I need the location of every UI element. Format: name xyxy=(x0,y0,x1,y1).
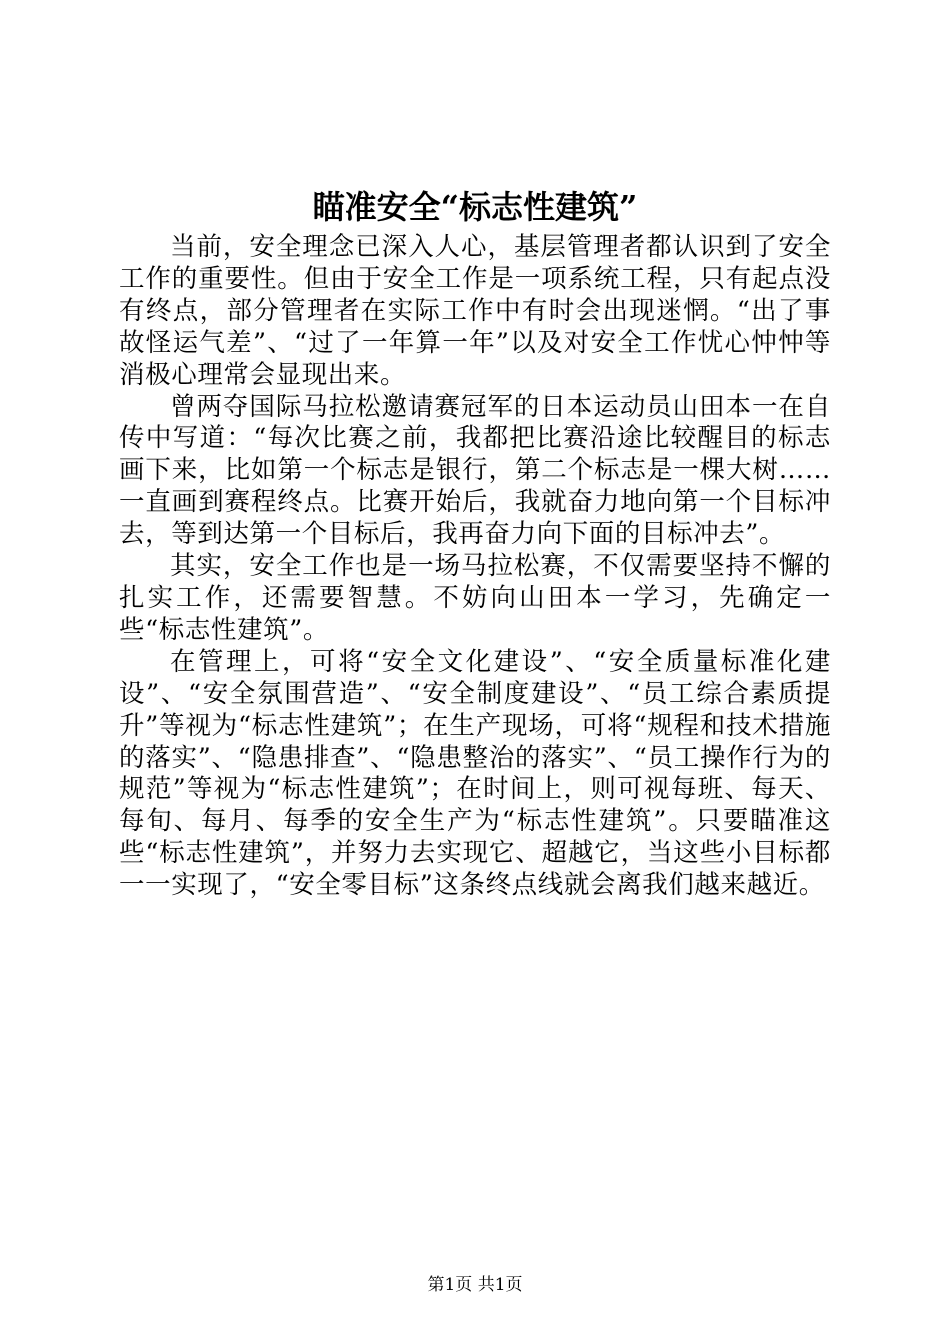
document-title: 瞄准安全“标志性建筑” xyxy=(312,188,638,226)
paragraph-1: 当前，安全理念已深入人心，基层管理者都认识到了安全工作的重要性。但由于安全工作是一项系统工程，只有起点没有终点，部分管理者在实际工作中有时会出现迷惘。“出了事故怪运气差”、“过了一年算一年”以及对安全工作忧心忡忡等消极心理常会显现出来。 xyxy=(119,232,831,390)
paragraph-3: 其实，安全工作也是一场马拉松赛，不仅需要坚持不懈的扎实工作，还需要智慧。不妨向山田本一学习，先确定一些“标志性建筑”。 xyxy=(119,551,831,645)
document-body xyxy=(119,232,831,902)
paragraph-2: 曾两夺国际马拉松邀请赛冠军的日本运动员山田本一在自传中写道：“每次比赛之前，我都把比赛沿途比较醒目的标志画下来，比如第一个标志是银行，第二个标志是一棵大树……一直画到赛程终点。比赛开始后，我就奋力地向第一个目标冲去，等到达第一个目标后，我再奋力向下面的目标冲去”。 xyxy=(119,391,831,550)
paragraph-4: 在管理上，可将“安全文化建设”、“安全质量标准化建设”、“安全氛围营造”、“安全制度建设”、“员工综合素质提升”等视为“标志性建筑”；在生产现场，可将“规程和技术措施的落实”、“隐患排查”、“隐患整治的落实”、“员工操作行为的规范”等视为“标志性建筑”；在时间上，则可视每班、每天、每旬、每月、每季的安全生产为“标志性建筑”。只要瞄准这些“标志性建筑”，并努力去实现它、超越它，当这些小目标都一一实现了，“安全零目标”这条终点线就会离我们越来越近。 xyxy=(119,646,831,901)
page-number-footer: 第1页 共1页 xyxy=(427,1275,523,1295)
